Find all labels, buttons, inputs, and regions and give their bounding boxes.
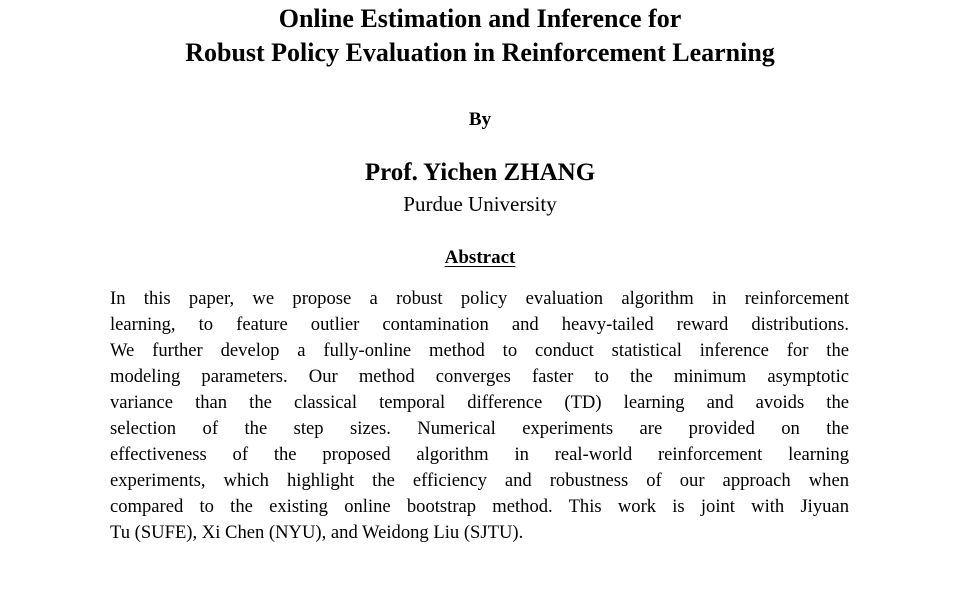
abstract-line: learning, to feature outlier contamination and heavy-tailed reward distributions. [110, 314, 849, 335]
author-name: Prof. Yichen ZHANG [364, 159, 596, 186]
title-line-2: Robust Policy Evaluation in Reinforcement Learning [185, 38, 775, 67]
author-affiliation: Purdue University [403, 192, 557, 216]
abstract-line: We further develop a fully-online method to conduct statistical inference for the [110, 340, 849, 361]
abstract-line: In this paper, we propose a robust policy evaluation algorithm in reinforcement [110, 288, 849, 309]
paper-title [0, 2, 960, 70]
abstract-line: effectiveness of the proposed algorithm in real-world reinforcement learning [110, 444, 849, 465]
title-line-1: Online Estimation and Inference for [278, 4, 682, 33]
abstract-line: experiments, which highlight the efficiency and robustness of our approach when [110, 470, 849, 491]
abstract-line: selection of the step sizes. Numerical experiments are provided on the [110, 418, 849, 439]
abstract-line: variance than the classical temporal difference (TD) learning and avoids the [110, 392, 849, 413]
abstract-line: Tu (SUFE), Xi Chen (NYU), and Weidong Liu (SJTU). [110, 522, 524, 543]
by-label: By [468, 109, 492, 130]
abstract-line: modeling parameters. Our method converges faster to the minimum asymptotic [110, 366, 849, 387]
abstract-line: compared to the existing online bootstrap method. This work is joint with Jiyuan [110, 496, 849, 517]
abstract-heading: Abstract [444, 247, 516, 268]
abstract-body [110, 286, 849, 546]
